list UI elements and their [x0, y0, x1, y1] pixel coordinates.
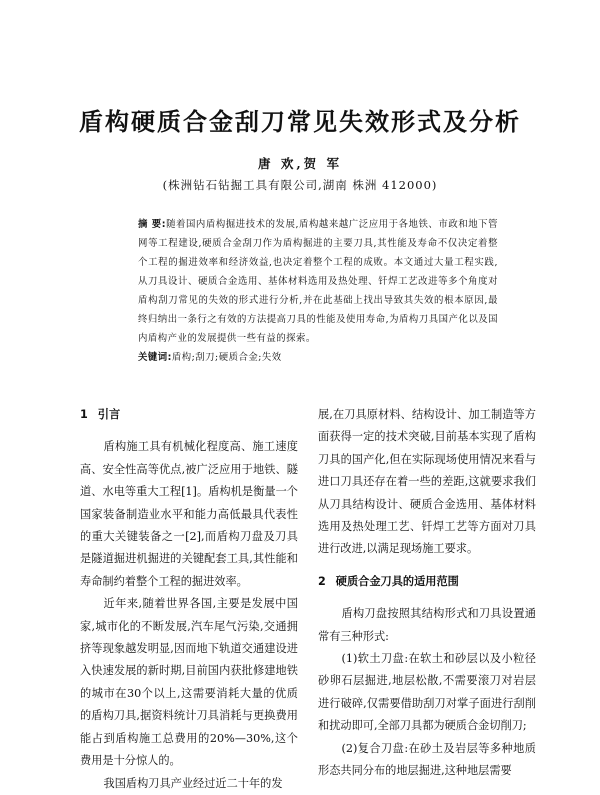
section-number: 2	[318, 574, 326, 588]
paragraph: 展,在刀具原材料、结构设计、加工制造等方面获得一定的技术突破,目前基本实现了盾构刀具的国产化,但在实际现场使用情况来看与进口刀具还存在着一些的差距,这就要求我们从刀具结构设计、硬质合金选用、基体材料选用及热处理工艺、钎焊工艺等方面对刀具进行改进,以满足现场施工要求。	[318, 408, 536, 556]
keywords-text: 盾构;刮刀;硬质合金;失效	[171, 352, 282, 363]
abstract	[138, 215, 498, 348]
authors: 唐 欢,贺 军	[257, 156, 343, 171]
abstract-text: 随着国内盾构掘进技术的发展,盾构越来越广泛应用于各地铁、市政和地下管网等工程建设,硬质合金刮刀作为盾构掘进的主要刀具,其性能及寿命不仅决定着整个工程的掘进效率和经济效益,也决定着整个工程的成败。本文通过大量工程实践,从刀具设计、硬质合金选用、基体材料选用及热处理、钎焊工艺改进等多个角度对盾构刮刀常见的失效的形式进行分析,并在此基础上找出导致其失效的根本原因,最终归纳出一条行之有效的方法提高刀具的性能及使用寿命,为盾构刀具国产化以及国内盾构产业的发展提供一些有益的探索。	[138, 219, 498, 344]
keywords-label: 关键词:	[138, 352, 172, 363]
right-column	[318, 404, 536, 783]
paragraph: 盾构刀盘按照其结构形式和刀具设置通常有三种形式:	[318, 607, 536, 643]
section-title: 引言	[97, 408, 121, 421]
section-heading-2	[318, 571, 536, 593]
abstract-label: 摘 要:	[138, 219, 166, 230]
paper-title: 盾构硬质合金刮刀常见失效形式及分析	[79, 108, 521, 136]
paragraph: 我国盾构刀具产业经过近二十年的发	[103, 776, 283, 790]
paragraph: (1)软土刀盘:在软土和砂层以及小粒径砂卵石层掘进,地层松散,不需要滚刀对岩层进行破碎,仅需要借助刮刀对掌子面进行刮削和扰动即可,全部刀具都为硬质合金切削刀;	[318, 652, 536, 733]
left-column	[80, 404, 298, 795]
paragraph: (2)复合刀盘:在砂土及岩层等多种地质形态共同分布的地层掘进,这种地层需要	[318, 741, 536, 778]
paragraph: 盾构施工具有机械化程度高、施工速度高、安全性高等优点,被广泛应用于地铁、隧道、水电等重大工程[1]。盾构机是衡量一个国家装备制造业水平和能力高低最具代表性的重大关键装备之一[2],而盾构刀盘及刀具是隧道掘进机掘进的关键配套工具,其性能和寿命制约着整个工程的掘进效率。	[80, 440, 298, 588]
section-number: 1	[80, 408, 88, 421]
paragraph: 近年来,随着世界各国,主要是发展中国家,城市化的不断发展,汽车尾气污染,交通拥挤等现象越发明显,因而地下轨道交通建设进入快速发展的新时期,目前国内获批修建地铁的城市在30个以上,这需要消耗大量的优质的盾构刀具,据资料统计刀具消耗与更换费用能占到盾构施工总费用的20%—30%,这个费用是十分惊人的。	[80, 597, 298, 768]
section-heading-1	[80, 404, 298, 426]
affiliation: (株洲钻石钻掘工具有限公司,湖南 株洲 412000)	[162, 178, 438, 192]
section-title: 硬质合金刀具的适用范围	[335, 574, 459, 588]
keywords	[138, 348, 498, 367]
